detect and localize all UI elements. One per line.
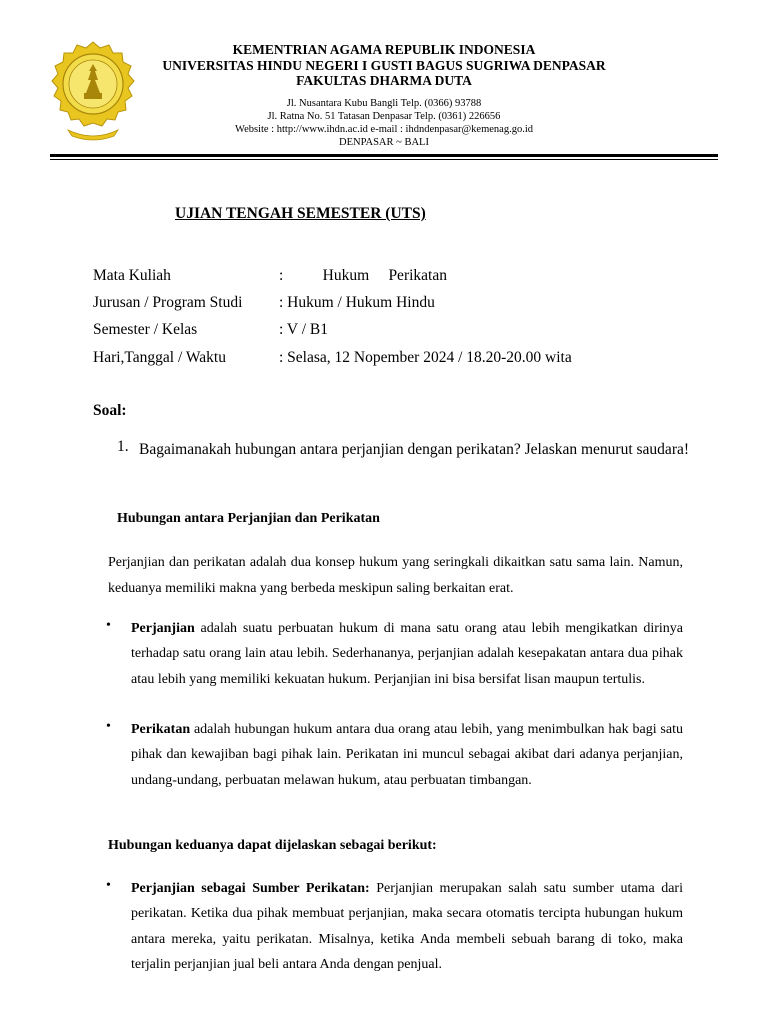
address-line-1: Jl. Nusantara Kubu Bangli Telp. (0366) 93788: [286, 98, 482, 109]
faculty-name: FAKULTAS DHARMA DUTA: [296, 73, 472, 88]
exam-title: UJIAN TENGAH SEMESTER (UTS): [175, 205, 426, 222]
header-divider-thick: [50, 154, 718, 157]
info-value: : V / B1: [279, 321, 328, 338]
info-value-part: Perikatan: [388, 267, 447, 284]
info-value: [279, 266, 587, 286]
relation-item: [131, 876, 683, 978]
definition-term: Perikatan: [131, 722, 191, 737]
contact-line: Website : http://www.ihdn.ac.id e-mail : ihdndenpasar@kemenag.go.id: [235, 124, 533, 135]
address-line-2: Jl. Ratna No. 51 Tatasan Denpasar Telp. (0361) 226656: [267, 111, 501, 122]
ministry-name: KEMENTRIAN AGAMA REPUBLIK INDONESIA: [232, 42, 536, 57]
university-name: UNIVERSITAS HINDU NEGERI I GUSTI BAGUS SUGRIWA DENPASAR: [162, 58, 606, 73]
answer-intro: Perjanjian dan perikatan adalah dua konsep hukum yang seringkali dikaitkan satu sama lain. Namun, keduanya memiliki makna yang berbeda meskipun saling berkaitan erat.: [108, 555, 683, 596]
question-text: Bagaimanakah hubungan antara perjanjian dengan perikatan? Jelaskan menurut saudara!: [139, 441, 690, 458]
university-emblem-icon: [48, 38, 138, 142]
relation-text: Perjanjian merupakan salah satu sumber utama dari perikatan. Ketika dua pihak membuat perjanjian, maka secara otomatis tercipta hubungan hukum antara mereka, yaitu perikatan. Misalnya, ketika Anda membeli sebuah barang di toko, maka terjalin perjanjian jual beli antara Anda dengan penjual.: [131, 881, 683, 973]
city-line: DENPASAR ~ BALI: [339, 137, 429, 148]
relation-term: Perjanjian sebagai Sumber Perikatan:: [131, 881, 370, 896]
info-label: Hari,Tanggal / Waktu: [93, 349, 226, 366]
relation-heading: Hubungan keduanya dapat dijelaskan sebagai berikut:: [108, 838, 437, 853]
bullet-glyph: •: [106, 878, 111, 893]
question-number: 1.: [117, 438, 129, 455]
bullet-glyph: •: [106, 719, 111, 734]
info-colon: :: [279, 267, 284, 284]
answer-heading: Hubungan antara Perjanjian dan Perikatan: [117, 511, 380, 526]
info-label: Jurusan / Program Studi: [93, 294, 243, 311]
info-value-part: Hukum: [322, 267, 370, 284]
questions-heading: Soal:: [93, 402, 127, 419]
info-label: Semester / Kelas: [93, 321, 198, 338]
definition-item: [131, 717, 683, 793]
definition-term: Perjanjian: [131, 621, 195, 636]
definition-text: adalah hubungan hukum antara dua orang atau lebih, yang menimbulkan hak bagi satu pihak dan kewajiban bagi pihak lain. Perikatan ini muncul sebagai akibat dari adanya perjanjian, undang-undang, perbuatan melawan hukum, atau perbuatan timbangan.: [131, 722, 683, 788]
info-value: : Selasa, 12 Nopember 2024 / 18.20-20.00 wita: [279, 349, 572, 366]
header-divider-thin: [50, 159, 718, 160]
info-label: Mata Kuliah: [93, 267, 171, 284]
definition-item: [131, 616, 683, 692]
info-value: : Hukum / Hukum Hindu: [279, 294, 435, 311]
bullet-glyph: •: [106, 618, 111, 633]
definition-text: adalah suatu perbuatan hukum di mana satu orang atau lebih mengikatkan dirinya terhadap satu orang lain atau lebih. Sederhananya, perjanjian adalah kesepakatan antara dua pihak atau lebih yang memiliki kekuatan hukum. Perjanjian ini bisa bersifat lisan maupun tertulis.: [131, 621, 683, 687]
